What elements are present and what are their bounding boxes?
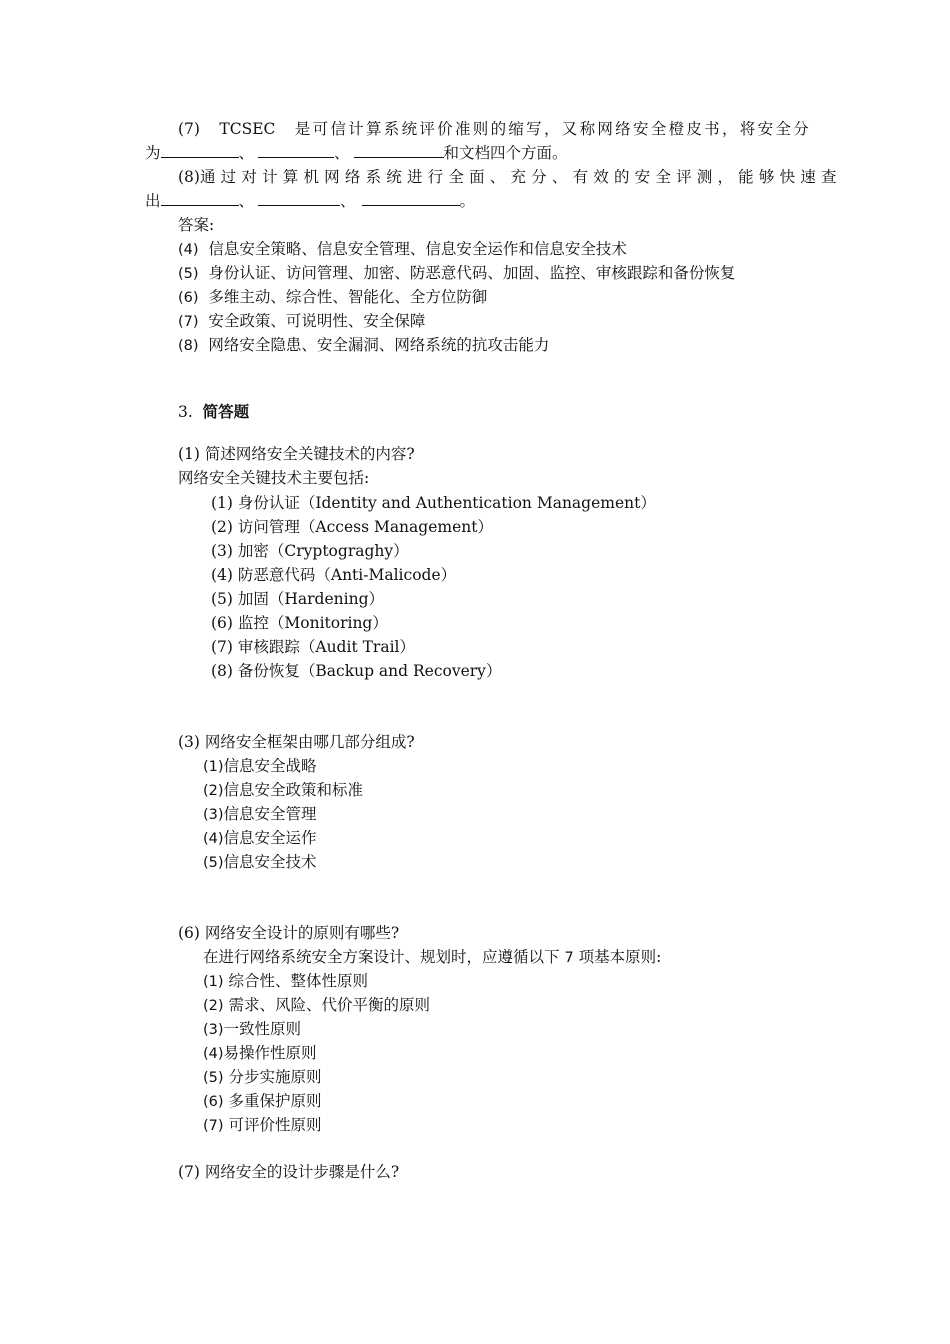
list-item: (1) 身份认证（Identity and Authentication Management） xyxy=(211,494,656,512)
list-item: (7) 审核跟踪（Audit Trail） xyxy=(211,638,415,656)
list-item: (5) 分步实施原则 xyxy=(203,1068,322,1086)
answer-item: (4) 信息安全策略、信息安全管理、信息安全运作和信息安全技术 xyxy=(178,240,627,258)
answer-blank[interactable] xyxy=(161,190,239,206)
answers-heading: 答案: xyxy=(178,216,215,234)
fill-in-q7-line1 xyxy=(178,118,811,140)
q7-acronym: TCSEC xyxy=(219,120,276,138)
answer-blank[interactable] xyxy=(161,142,239,158)
list-item: (4)信息安全运作 xyxy=(203,829,317,847)
list-item: (3)信息安全管理 xyxy=(203,805,317,823)
list-item: (3)一致性原则 xyxy=(203,1020,302,1038)
list-item: (5)信息安全技术 xyxy=(203,853,317,871)
list-item: (6) 多重保护原则 xyxy=(203,1092,322,1110)
answer-blank[interactable] xyxy=(354,142,444,158)
list-item: (8) 备份恢复（Backup and Recovery） xyxy=(211,662,502,680)
list-item: (4) 防恶意代码（Anti-Malicode） xyxy=(211,566,457,584)
list-item: (4)易操作性原则 xyxy=(203,1044,317,1062)
q8-number: (8) xyxy=(178,168,200,186)
list-item: (2) 需求、风险、代价平衡的原则 xyxy=(203,996,430,1014)
list-item: (1)信息安全战略 xyxy=(203,757,317,775)
section-heading: 3. 简答题 xyxy=(178,402,250,421)
q7-text: 是可信计算系统评价准则的缩写，又称网络安全橙皮书，将安全分 xyxy=(294,120,811,138)
list-item: (2)信息安全政策和标准 xyxy=(203,781,364,799)
question-1-intro: 网络安全关键技术主要包括: xyxy=(178,469,370,487)
fill-in-q7-line2: 为 、 、 和文档四个方面。 xyxy=(145,144,568,162)
list-item: (3) 加密（Cryptograghy） xyxy=(211,542,409,560)
list-item: (2) 访问管理（Access Management） xyxy=(211,518,493,536)
fill-in-q8-line2: 出 、 、 。 xyxy=(145,192,476,210)
list-item: (5) 加固（Hardening） xyxy=(211,590,384,608)
answer-blank[interactable] xyxy=(362,190,460,206)
list-item: (6) 监控（Monitoring） xyxy=(211,614,388,632)
q7-number: (7) xyxy=(178,120,200,138)
answer-item: (7) 安全政策、可说明性、安全保障 xyxy=(178,312,426,330)
list-item: (7) 可评价性原则 xyxy=(203,1116,322,1134)
answer-item: (6) 多维主动、综合性、智能化、全方位防御 xyxy=(178,288,488,306)
question-6: (6) 网络安全设计的原则有哪些? xyxy=(178,924,400,942)
question-1: (1) 简述网络安全关键技术的内容? xyxy=(178,445,415,463)
question-3: (3) 网络安全框架由哪几部分组成? xyxy=(178,733,415,751)
question-7: (7) 网络安全的设计步骤是什么? xyxy=(178,1163,400,1181)
q8-text: 通过对计算机网络系统进行全面、充分、有效的安全评测，能够快速查 xyxy=(199,168,842,186)
list-item: (1) 综合性、整体性原则 xyxy=(203,972,368,990)
answer-blank[interactable] xyxy=(258,190,340,206)
question-6-intro: 在进行网络系统安全方案设计、规划时，应遵循以下 7 项基本原则: xyxy=(203,948,662,966)
answer-item: (5) 身份认证、访问管理、加密、防恶意代码、加固、监控、审核跟踪和备份恢复 xyxy=(178,264,736,282)
answer-item: (8) 网络安全隐患、安全漏洞、网络系统的抗攻击能力 xyxy=(178,336,550,354)
fill-in-q8-line1 xyxy=(178,166,842,188)
answer-blank[interactable] xyxy=(258,142,334,158)
